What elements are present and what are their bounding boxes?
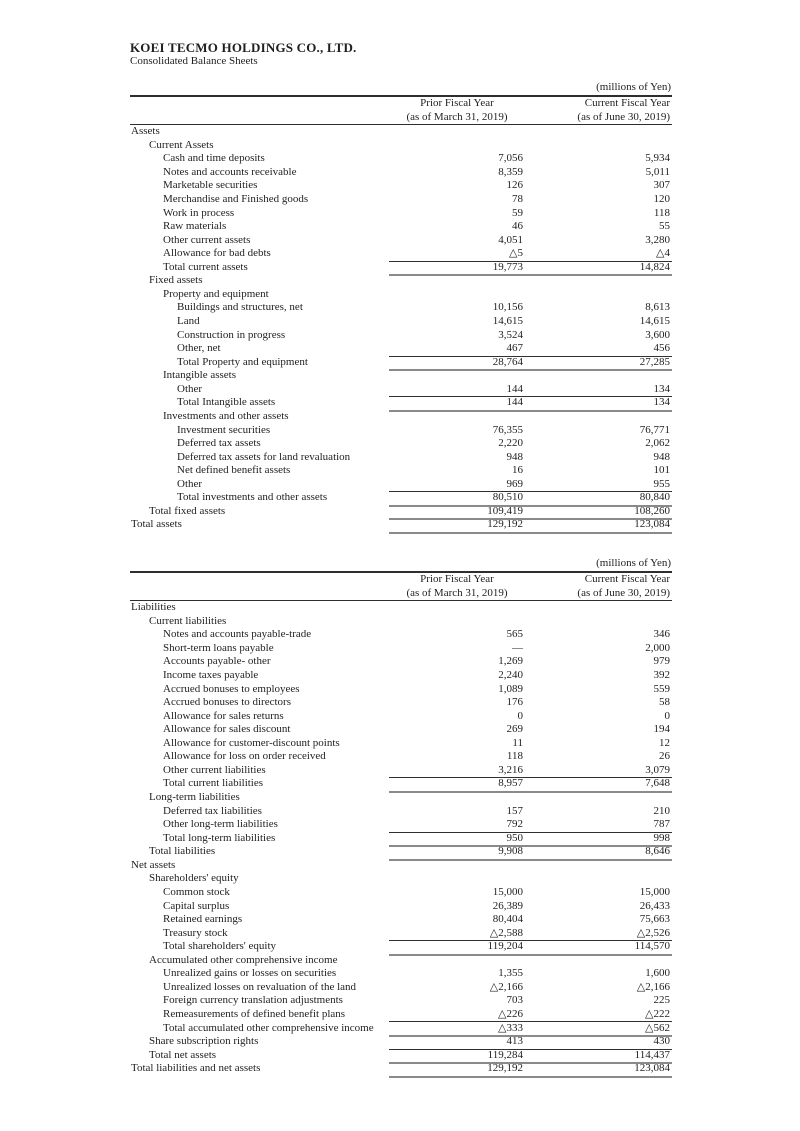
label-column-spacer (130, 587, 389, 601)
current-value: △2,166 (636, 980, 670, 993)
prior-value: 269 (506, 723, 523, 736)
row-label: Total current assets (163, 260, 248, 273)
current-value: 134 (525, 383, 672, 397)
table-row (130, 356, 672, 370)
current-column-title: Current Fiscal Year (584, 97, 670, 109)
row-label: Total current liabilities (163, 777, 264, 790)
current-value (525, 601, 672, 615)
prior-value (389, 601, 525, 615)
row-label: Other long-term liabilities (163, 818, 278, 831)
current-value: 3,600 (645, 328, 670, 341)
current-value (525, 791, 672, 805)
prior-value: 950 (389, 832, 525, 847)
row-label: Unrealized losses on revaluation of the land (163, 980, 357, 993)
row-label: Current liabilities (149, 614, 227, 627)
current-value: 210 (653, 804, 670, 817)
prior-value: 7,056 (498, 152, 523, 165)
prior-value: △2,166 (489, 980, 523, 993)
prior-value: 78 (512, 192, 523, 205)
table-row (130, 369, 672, 383)
current-value: 123,084 (525, 518, 672, 533)
prior-value: 129,192 (389, 518, 525, 533)
current-value: 58 (659, 696, 670, 709)
prior-value: 126 (506, 179, 523, 192)
current-value (525, 615, 672, 629)
row-label: Deferred tax assets for land revaluation (177, 450, 351, 463)
current-value: 979 (653, 655, 670, 668)
current-value: 27,285 (525, 356, 672, 371)
prior-value (389, 859, 525, 873)
prior-value: 3,524 (498, 328, 523, 341)
table-row (130, 1062, 672, 1076)
table-row (130, 615, 672, 629)
row-label: Total accumulated other comprehensive income (163, 1021, 374, 1034)
table-row (130, 994, 672, 1008)
row-label: Deferred tax liabilities (163, 804, 262, 817)
row-label: Merchandise and Finished goods (163, 192, 309, 205)
current-value: 3,280 (645, 233, 670, 246)
row-label: Notes and accounts payable-trade (163, 628, 312, 641)
row-label: Total fixed assets (149, 504, 226, 517)
row-label: Total liabilities and net assets (131, 1062, 261, 1075)
prior-value: 109,419 (389, 505, 525, 520)
table-row (130, 166, 672, 180)
row-label: Other (177, 477, 203, 490)
row-label: Short-term loans payable (163, 641, 274, 654)
table-row (130, 491, 672, 505)
row-label: Accrued bonuses to directors (163, 696, 291, 709)
prior-column-title: Prior Fiscal Year (420, 97, 494, 109)
table-row (130, 247, 672, 261)
row-label: Fixed assets (149, 274, 203, 287)
row-label: Share subscription rights (149, 1035, 259, 1048)
current-value: 7,648 (525, 777, 672, 792)
prior-value (389, 954, 525, 968)
table-row (130, 424, 672, 438)
row-label: Work in process (163, 206, 235, 219)
current-value (525, 954, 672, 968)
current-value: 998 (525, 832, 672, 847)
table-row (130, 383, 672, 397)
row-label: Common stock (163, 885, 230, 898)
current-value: 2,062 (645, 437, 670, 450)
current-value: 559 (653, 682, 670, 695)
prior-value: — (512, 641, 523, 654)
row-label: Buildings and structures, net (177, 301, 303, 314)
table-row (130, 288, 672, 302)
current-value: 120 (653, 192, 670, 205)
current-value: 15,000 (639, 885, 670, 898)
prior-value: 1,269 (498, 655, 523, 668)
current-value: 26 (659, 750, 670, 763)
row-label: Other current assets (163, 233, 251, 246)
table-row (130, 737, 672, 751)
row-label: Other current liabilities (163, 763, 266, 776)
row-label: Retained earnings (163, 913, 243, 926)
row-label: Liabilities (131, 601, 176, 614)
liabilities-table-rows (130, 601, 672, 1076)
label-column-spacer (130, 97, 389, 111)
current-value: 5,934 (645, 152, 670, 165)
row-label: Allowance for sales returns (163, 709, 284, 722)
prior-value: 948 (506, 450, 523, 463)
row-label: Treasury stock (163, 926, 228, 939)
prior-value (389, 872, 525, 886)
prior-value: 467 (389, 342, 525, 356)
row-label: Raw materials (163, 220, 227, 233)
table-row (130, 234, 672, 248)
table-row (130, 193, 672, 207)
prior-column-date: (as of March 31, 2019) (406, 586, 508, 599)
current-column-date: (as of June 30, 2019) (577, 110, 670, 123)
prior-value: 19,773 (389, 261, 525, 276)
prior-value (389, 369, 525, 383)
table-row (130, 655, 672, 669)
assets-table-header (130, 95, 672, 125)
prior-value (389, 139, 525, 153)
liabilities-net-assets-table (130, 557, 672, 1076)
current-value: △562 (525, 1022, 672, 1037)
prior-value: 118 (506, 750, 523, 763)
row-label: Income taxes payable (163, 668, 259, 681)
table-row (130, 710, 672, 724)
table-row (130, 900, 672, 914)
table-row (130, 913, 672, 927)
prior-value (389, 125, 525, 139)
current-value: 55 (659, 220, 670, 233)
row-label: Property and equipment (163, 287, 269, 300)
current-column-date: (as of June 30, 2019) (577, 586, 670, 599)
current-value: 948 (653, 450, 670, 463)
prior-value (389, 615, 525, 629)
prior-value: 15,000 (492, 885, 523, 898)
row-label: Allowance for sales discount (163, 723, 291, 736)
current-value: 787 (525, 818, 672, 832)
current-value: 8,646 (525, 845, 672, 860)
prior-value: 59 (512, 206, 523, 219)
prior-value: 565 (506, 628, 523, 641)
table-row (130, 315, 672, 329)
table-row (130, 696, 672, 710)
prior-value: 76,355 (492, 423, 523, 436)
row-label: Intangible assets (163, 369, 237, 382)
current-value: 430 (525, 1035, 672, 1049)
row-label: Net assets (131, 858, 176, 871)
units-note: (millions of Yen) (596, 557, 671, 569)
current-value: 8,613 (645, 301, 670, 314)
liabilities-table-header (130, 571, 672, 601)
current-value (525, 369, 672, 383)
table-row (130, 464, 672, 478)
current-value: 392 (653, 668, 670, 681)
document-subtitle: Consolidated Balance Sheets (130, 55, 258, 67)
table-row (130, 872, 672, 886)
table-row (130, 791, 672, 805)
company-name: KOEI TECMO HOLDINGS CO., LTD. (130, 40, 357, 55)
column-title-row (130, 97, 672, 111)
prior-value: 80,510 (389, 491, 525, 506)
prior-value: 129,192 (389, 1062, 525, 1077)
table-row (130, 207, 672, 221)
current-value: 12 (659, 736, 670, 749)
prior-value: 119,284 (389, 1049, 525, 1064)
row-label: Foreign currency translation adjustments (163, 994, 343, 1007)
row-label: Cash and time deposits (163, 152, 265, 165)
row-label: Notes and accounts receivable (163, 165, 297, 178)
table-row (130, 261, 672, 275)
table-row (130, 1035, 672, 1049)
table-row (130, 274, 672, 288)
current-value: 14,824 (525, 261, 672, 276)
table-row (130, 518, 672, 532)
current-value (525, 139, 672, 153)
row-label: Total long-term liabilities (163, 831, 276, 844)
table-row (130, 410, 672, 424)
row-label: Total investments and other assets (177, 491, 328, 504)
table-row (130, 139, 672, 153)
prior-value (389, 288, 525, 302)
row-label: Net defined benefit assets (177, 464, 291, 477)
table-row (130, 451, 672, 465)
prior-value: 4,051 (498, 233, 523, 246)
assets-table (130, 81, 672, 532)
table-row (130, 818, 672, 832)
current-value: 75,663 (639, 913, 670, 926)
current-value: 118 (653, 206, 670, 219)
current-value: 123,084 (525, 1062, 672, 1077)
prior-value: 176 (506, 696, 523, 709)
prior-column-date: (as of March 31, 2019) (406, 110, 508, 123)
current-value: △222 (525, 1008, 672, 1022)
prior-value: 969 (389, 478, 525, 492)
current-value: 225 (653, 994, 670, 1007)
current-value: 26,433 (639, 899, 670, 912)
table-row (130, 777, 672, 791)
table-row (130, 832, 672, 846)
current-value (525, 872, 672, 886)
prior-value: 1,355 (498, 967, 523, 980)
table-row (130, 805, 672, 819)
row-label: Investment securities (177, 423, 271, 436)
row-label: Deferred tax assets (177, 437, 261, 450)
table-row (130, 1008, 672, 1022)
current-value: 134 (525, 396, 672, 411)
row-label: Construction in progress (177, 328, 286, 341)
row-label: Assets (131, 125, 160, 138)
prior-value: 792 (389, 818, 525, 832)
prior-value: 8,359 (498, 165, 523, 178)
table-row (130, 478, 672, 492)
prior-value (389, 410, 525, 424)
table-row (130, 601, 672, 615)
label-column-spacer (130, 111, 389, 125)
current-value: 80,840 (525, 491, 672, 506)
table-row (130, 1049, 672, 1063)
table-row (130, 152, 672, 166)
current-value: 955 (525, 478, 672, 492)
row-label: Accounts payable- other (163, 655, 271, 668)
current-value (525, 859, 672, 873)
row-label: Accumulated other comprehensive income (149, 953, 338, 966)
prior-value: △5 (389, 247, 525, 261)
current-value (525, 125, 672, 139)
prior-value: 3,216 (389, 764, 525, 778)
table-row (130, 927, 672, 941)
table-row (130, 859, 672, 873)
prior-value: 9,908 (389, 845, 525, 860)
row-label: Land (177, 315, 200, 327)
row-label: Capital surplus (163, 899, 230, 912)
current-value: 5,011 (645, 165, 670, 178)
row-label: Allowance for loss on order received (163, 750, 326, 763)
prior-value: 1,089 (498, 682, 523, 695)
row-label: Other (177, 382, 203, 395)
row-label: Allowance for customer-discount points (163, 736, 340, 749)
table-row (130, 886, 672, 900)
table-row (130, 179, 672, 193)
current-value: 0 (664, 709, 670, 722)
current-value: △2,526 (525, 927, 672, 941)
prior-value: 14,615 (492, 315, 523, 327)
current-value: 3,079 (525, 764, 672, 778)
column-title-row (130, 573, 672, 587)
row-label: Investments and other assets (163, 409, 289, 422)
row-label: Total assets (131, 518, 182, 531)
current-value: 194 (653, 723, 670, 736)
table-row (130, 954, 672, 968)
current-value: 114,570 (525, 940, 672, 955)
prior-value: 80,404 (492, 913, 523, 926)
current-value (525, 288, 672, 302)
prior-value: 2,240 (498, 668, 523, 681)
row-label: Total net assets (149, 1048, 217, 1061)
table-row (130, 981, 672, 995)
prior-value: 119,204 (389, 940, 525, 955)
table-row (130, 220, 672, 234)
row-label: Current Assets (149, 138, 214, 151)
row-label: Allowance for bad debts (163, 247, 271, 260)
table-row (130, 967, 672, 981)
row-label: Accrued bonuses to employees (163, 682, 300, 695)
table-row (130, 1022, 672, 1036)
prior-value: 16 (512, 464, 523, 477)
table-row (130, 764, 672, 778)
table-row (130, 125, 672, 139)
table-row (130, 669, 672, 683)
current-value: 101 (653, 464, 670, 477)
current-value: 108,260 (525, 505, 672, 520)
prior-value: △226 (389, 1008, 525, 1022)
prior-column-title: Prior Fiscal Year (420, 573, 494, 585)
row-label: Shareholders' equity (149, 872, 239, 885)
row-label: Long-term liabilities (149, 791, 240, 803)
current-value: 76,771 (639, 423, 670, 436)
current-value: 456 (525, 342, 672, 356)
prior-value: 10,156 (492, 301, 523, 314)
current-value: 114,437 (525, 1049, 672, 1064)
prior-value: 2,220 (498, 437, 523, 450)
current-value (525, 274, 672, 288)
prior-value: 0 (517, 709, 523, 722)
current-value: 307 (653, 179, 670, 192)
table-row (130, 505, 672, 519)
prior-value: 144 (389, 383, 525, 397)
prior-value: 46 (512, 220, 523, 233)
prior-value (389, 791, 525, 805)
row-label: Remeasurements of defined benefit plans (163, 1008, 346, 1020)
prior-value: 144 (389, 396, 525, 411)
column-date-row (130, 111, 672, 125)
table-row (130, 437, 672, 451)
prior-value: 413 (389, 1035, 525, 1049)
assets-table-rows (130, 125, 672, 532)
prior-value: 28,764 (389, 356, 525, 371)
table-row (130, 683, 672, 697)
table-row (130, 723, 672, 737)
prior-value: 26,389 (492, 899, 523, 912)
table-row (130, 750, 672, 764)
current-value: 2,000 (645, 641, 670, 654)
prior-value (389, 274, 525, 288)
row-label: Total shareholders' equity (163, 940, 277, 953)
table-row (130, 845, 672, 859)
current-value: 1,600 (645, 967, 670, 980)
table-row (130, 329, 672, 343)
table-row (130, 342, 672, 356)
prior-value: 157 (506, 804, 523, 817)
prior-value: △333 (389, 1022, 525, 1037)
table-row (130, 628, 672, 642)
label-column-spacer (130, 573, 389, 587)
row-label: Total Intangible assets (177, 396, 276, 409)
row-label: Total liabilities (149, 845, 216, 858)
row-label: Unrealized gains or losses on securities (163, 967, 337, 980)
current-value: △4 (525, 247, 672, 261)
row-label: Other, net (177, 342, 221, 355)
prior-value: △2,588 (389, 927, 525, 941)
column-date-row (130, 587, 672, 601)
prior-value: 703 (506, 994, 523, 1007)
table-row (130, 642, 672, 656)
prior-value: 11 (512, 736, 523, 749)
table-row (130, 396, 672, 410)
prior-value: 8,957 (389, 777, 525, 792)
document-body (130, 41, 672, 1076)
table-row (130, 301, 672, 315)
row-label: Marketable securities (163, 179, 258, 192)
current-column-title: Current Fiscal Year (584, 573, 670, 585)
current-value (525, 410, 672, 424)
row-label: Total Property and equipment (177, 355, 308, 368)
units-note: (millions of Yen) (596, 81, 671, 93)
current-value: 14,615 (639, 315, 670, 327)
current-value: 346 (653, 628, 670, 641)
table-row (130, 940, 672, 954)
